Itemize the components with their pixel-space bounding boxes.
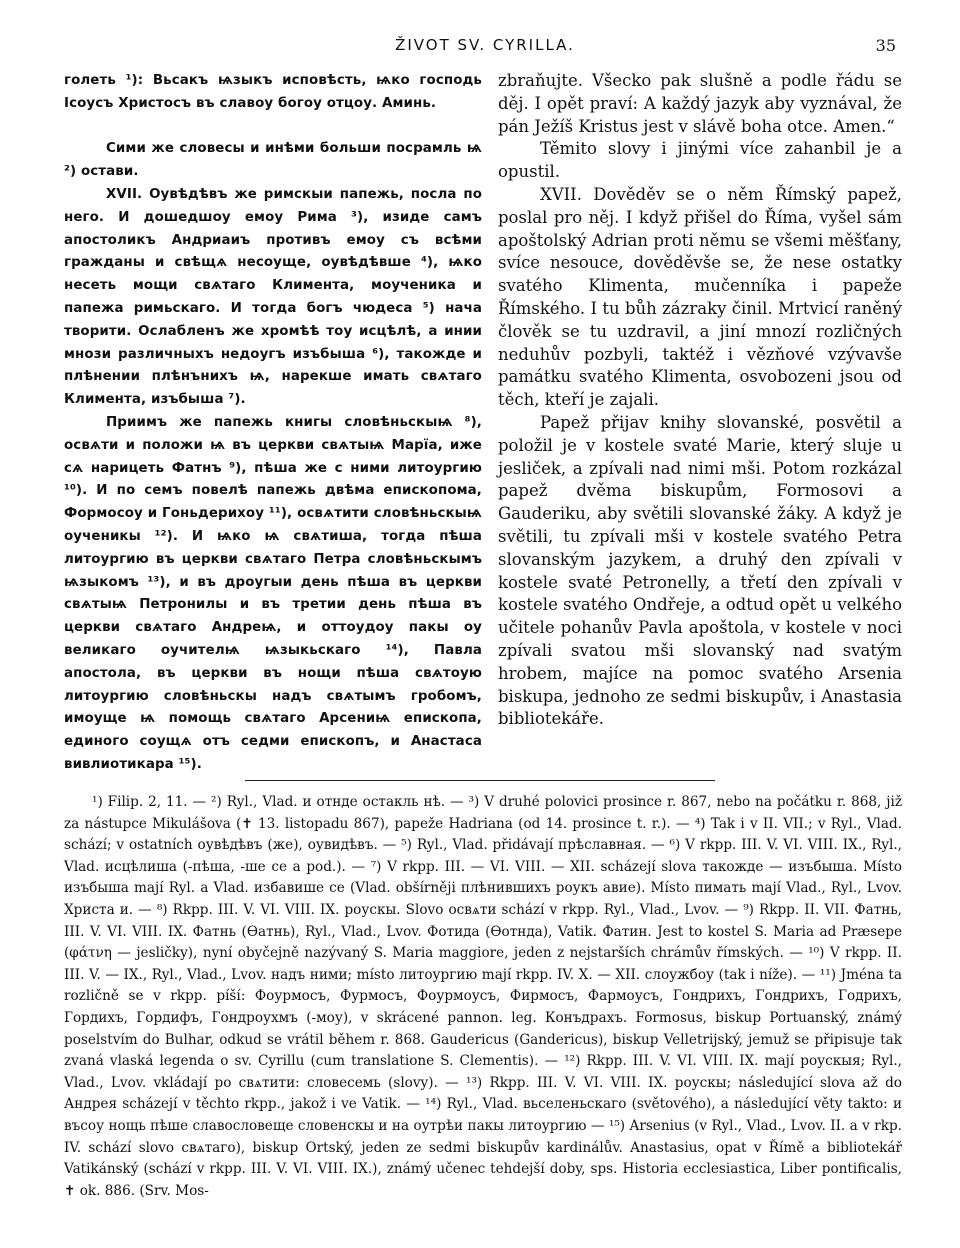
slavonic-paragraph: XVII. Оувѣдѣвъ же римскыи папежь, посла по него. И дошедшоу емоу Рима ³), изиде самъ апостоликъ Андриаиъ противъ емоу съ всѣми гражданы и свѣщѧ несоуще, оувѣдѣвше ⁴), ѩко несеть мощи свѧтаго Климента, моученика и папежа римьскаго. И тогда богъ чюдеса ⁵) нача творити. Ослабленъ же хромѣѣ тоу исцѣлѣ, а инии мнози различныхъ недоугъ изъбыша ⁶), такожде и плѣнении плѣнънихъ ѩ, нарекше имать свѧтаго Климента, изъбыша ⁷). (64, 186, 482, 408)
slavonic-paragraph: Приимъ же папежь книгы словѣньскыѩ ⁸), освѧти и положи ѩ въ церкви свѧтыѩ Марїа, иже сѧ нарицеть Фатнъ ⁹), пѣша же с ними литоургию ¹⁰). И по семъ повелѣ папежь двѣма епископома, Формосоу и Гоньдерихоу ¹¹), освѧтити словѣньскыѩ оученикы ¹²). И ѩко ѩ свѧтиша, тогда пѣша литоургию въ церкви свѧтаго Петра словѣньскымъ ѩзыкомъ ¹³), и въ дроугыи день пѣша въ церкви свѧтыѩ Петронилы и въ третии день пѣша въ церкви свѧтаго Андреѩ, и оттоудоу пакы оу великаго оучителѩ ѩзыкьскаго ¹⁴), Павла апостола, въ церкви въ нощи пѣша свѧтоую литоургию словѣньскы надъ свѧтымъ гробомъ, имоуще ѩ помощь свѧтаго Арсениѩ епископа, единого соущѧ отъ седми епископъ, и Анастаса вивлиотикара ¹⁵). (64, 414, 482, 772)
czech-paragraph: XVII. Dověděv se o něm Římský papež, poslal pro něj. I když přišel do Říma, vyšel sám apoštolský Adrian proti němu se všemi měšťany, svíce nesouce, dověděvše se, že nese ostatky svatého Klimenta, mučenníka i papeže Římského. I tu bůh zázraky činil. Mrtvicí raněný člověk se tu uzdravil, a jiní mnozí rozličných neduhův pozbyli, taktéž i vězňové vzývavše památku svatého Klimenta, osvobozeni jsou od těch, kteří je zajali. (498, 184, 902, 410)
czech-paragraph: Papež přijav knihy slovanské, posvětil a položil je v kostele svaté Marie, který sluje u jesliček, a zpívali nad nimi mši. Potom rozkázal papež dvěma biskupům, Formosovi a Gauderiku, aby světili slovanské žáky. A když je světili, tu zpívali mši v kostele svatého Petra slovanským jazykem, a druhý den zpívali v kostele svaté Petronelly, a třetí den zpívali v kostele svatého Ondřeje, a odtud opět u velkého učitele pohanův Pavla apoštola, v kostele v noci zpívali svatou mši slovanský nad svatým hrobem, majíce na pomoc svatého Arsenia biskupa, jednoho ze sedmi biskupův, i Anastasia bibliotekáře. (498, 412, 902, 729)
czech-paragraph: zbraňujte. Všecko pak slušně a podle řádu se děj. I opět praví: A každý jazyk aby vyznával, že pán Ježíš Kristus jest v slávě boha otce. Amen.“ (498, 71, 902, 136)
footnotes (64, 792, 902, 1202)
slavonic-paragraph: голеть ¹): Вьсакъ ѩзыкъ исповѣсть, ѩко господь Ісоусъ Христосъ въ славоу богоу отцоу. Аминь. (64, 73, 482, 111)
slavonic-paragraph: Сими же словесы и инѣми больши посрамль ѩ ²) остави. (64, 141, 482, 180)
footnote-separator-rule (245, 780, 715, 781)
czech-translation-column (498, 70, 902, 731)
running-title: ŽIVOT SV. CYRILLA. (395, 36, 575, 54)
church-slavonic-column (64, 70, 482, 777)
page-number: 35 (875, 36, 896, 55)
czech-paragraph: Těmito slovy i jinými více zahanbil je a opustil. (498, 139, 902, 182)
footnotes-text: ¹) Filip. 2, 11. — ²) Ryl., Vlad. и отнде остакль нѣ. — ³) V druhé polovici prosince r. 867, nebo na počátku r. 868, již za nástupce Mikulášova (✝ 13. listopadu 867), papeže Hadriana (od 14. prosince t. r.). — ⁴) Tak i v II. VII.; v Ryl., Vlad. schází; v ostatních оувѣдѣвъ (же), оувидѣвъ. — ⁵) Ryl., Vlad. přidávají прѣславная. — ⁶) V rkpp. III. V. VI. VIII. IX., Ryl., Vlad. исцѣлиша (-пѣша, -ше се a pod.). — ⁷) V rkpp. III. — VI. VIII. — XII. scházejí slova такожде — изъбыша. Místo изъбыша mají Ryl. a Vlad. избавише се (Vlad. obšírněji плѣнившихъ роукъ авие). Místo пимать mají Vlad., Ryl., Lvov. Христа и. — ⁸) Rkpp. III. V. VI. VIII. IX. роускы. Slovo освѧти schází v rkpp. Ryl., Vlad., Lvov. — ⁹) Rkpp. II. VII. Фатнь, III. V. VI. VIII. IX. Фатнь (Өатнь), Ryl., Vlad., Lvov. Фотида (Өотнда), Vatik. Фатин. Jest to kostel S. Maria ad Præsepe (φάτνη — jesličky), nyní obyčejně nazývaný S. Maria maggiore, jeden z nejstarších chrámův římských. — ¹⁰) V rkpp. II. III. V. — IX., Ryl., Vlad., Lvov. надъ ними; místo литоургию mají rkpp. IV. X. — XII. слоужбоу (tak i níže). — ¹¹) Jména ta rozličně se v rkpp. píší: Фоурмосъ, Фурмосъ, Фоурмоусъ, Фирмосъ, Фармоусъ, Гондрихъ, Гондрихъ, Годрихъ, Гордихъ, Гордифъ, Гондроухмъ (-моу), v skrácené pannon. leg. Конъдрахъ. Formosus, biskup Portuanský, známý poselstvím do Bulhar, odkud se vrátil během r. 868. Gaudericus (Gandericus), biskup Velletrijský, jemuž se připisuje tak zvaná vlaská legenda o sv. Cyrillu (cum translatione S. Clementis). — ¹²) Rkpp. III. V. VI. VIII. IX. mají роускыя; Ryl., Vlad., Lvov. vkládají po свѧтити: словесемь (slovy). — ¹³) Rkpp. III. V. VI. VIII. IX. роускы; následující slova až do Андрея scházejí v těchto rkpp., jakož i ve Vatik. — ¹⁴) Ryl., Vlad. вьселеньскаго (světového), a následující věty takto: и въсоу нощь пѣше славословеще словенскы и на оутрѣи пакы литоургию — ¹⁵) Arsenius (v Ryl., Vlad., Lvov. II. a v rkp. IV. schází slovo свѧтаго), biskup Ortský, jeden ze sedmi biskupův kardinálův. Anastasius, opat v Římě a bibliotekář Vatikánský (schází v rkpp. III. V. VI. VIII. IX.), známý učenec tehdejší doby, sps. Historia ecclesiastica, Liber pontificalis, ✝ ok. 886. (Srv. Mos- (64, 794, 902, 1199)
